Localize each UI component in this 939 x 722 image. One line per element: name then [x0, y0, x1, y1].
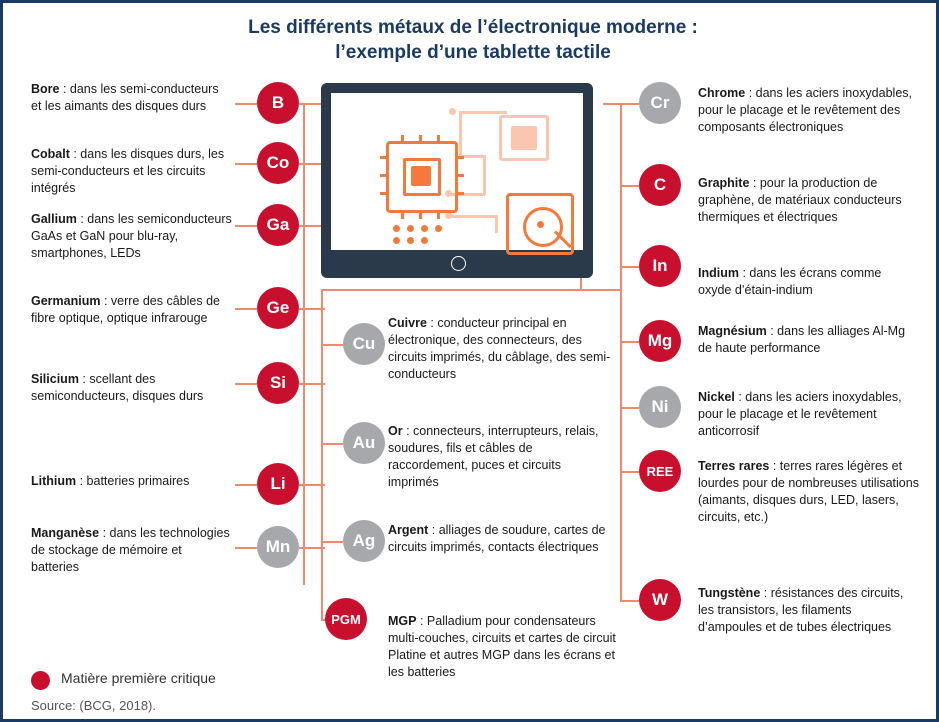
connector-spine-center [321, 289, 323, 619]
element-badge-ree[interactable] [639, 450, 681, 492]
circuit-trace [451, 215, 497, 218]
element-name: Magnésium [698, 324, 767, 338]
element-symbol: Ga [266, 215, 290, 234]
element-badge-w[interactable] [639, 579, 681, 621]
element-text: : dans les alliages Al-Mg de haute performance [698, 324, 906, 355]
integrated-circuit-icon [499, 115, 549, 161]
element-description-tungstene [698, 585, 916, 636]
element-name: Nickel [698, 390, 735, 404]
element-symbol: Ni [651, 397, 669, 416]
connector-line [235, 308, 257, 310]
connector-line [235, 103, 257, 105]
connector-line [620, 341, 639, 343]
element-description-or [388, 423, 610, 491]
circuit-node [435, 225, 442, 232]
element-symbol: W [651, 590, 669, 609]
element-description-cobalt [31, 146, 231, 197]
element-text: : conducteur principal en électronique, des connecteurs, des circuits imprimés, du câblage, des semi-conducteurs [388, 316, 611, 381]
element-description-lithium [31, 473, 236, 490]
connector-line [235, 547, 257, 549]
element-description-mgp [388, 613, 620, 681]
element-name: Graphite [698, 176, 750, 190]
chip-pin [380, 156, 389, 159]
element-symbol: In [652, 256, 668, 275]
chip-pin [380, 192, 389, 195]
source-note: Source: (BCG, 2018). [31, 698, 156, 713]
element-name: MGP [388, 614, 417, 628]
element-symbol: Mn [265, 537, 291, 556]
element-text: : dans les aciers inoxydables, pour le placage et le revêtement anticorrosif [698, 390, 902, 438]
element-text: : dans les technologies de stockage de mémoire et batteries [31, 526, 230, 574]
connector-line [620, 600, 639, 602]
connector-line [603, 103, 639, 105]
element-symbol: Cu [352, 334, 376, 353]
element-name: Cuivre [388, 316, 427, 330]
connector-line [321, 443, 343, 445]
element-name: Chrome [698, 86, 746, 100]
legend-critical-dot [31, 671, 50, 690]
element-symbol: Si [269, 373, 287, 392]
element-symbol: Au [352, 433, 376, 452]
element-description-terres-rares [698, 458, 920, 526]
circuit-node [393, 225, 400, 232]
element-text: : scellant des semiconducteurs, disques durs [31, 372, 204, 403]
chip-pin [437, 210, 440, 219]
tablet-screen [331, 93, 583, 250]
element-badge-cr[interactable] [639, 82, 681, 124]
element-text: : connecteurs, interrupteurs, relais, soudures, fils et câbles de raccordement, puces et circuits imprimés [388, 424, 599, 489]
element-badge-au[interactable] [343, 422, 385, 464]
circuit-node [407, 225, 414, 232]
element-symbol: REE [646, 463, 674, 479]
connector-line [321, 289, 621, 291]
element-badge-cu[interactable] [343, 323, 385, 365]
connector-line [235, 163, 257, 165]
element-description-nickel [698, 389, 913, 440]
connector-line [235, 225, 257, 227]
element-text: : verre des câbles de fibre optique, optique infrarouge [31, 294, 220, 325]
connector-line [620, 407, 639, 409]
circuit-trace [459, 111, 462, 157]
element-text: : dans les disques durs, les semi-conducteurs et les circuits intégrés [31, 147, 225, 195]
circuit-trace [459, 111, 507, 114]
chip-pin [419, 135, 422, 144]
hard-drive-hub [537, 221, 544, 228]
element-description-magnesium [698, 323, 916, 357]
element-text: : dans les écrans comme oxyde d’étain-indium [698, 266, 882, 297]
element-badge-pgm[interactable] [325, 598, 367, 640]
connector-line [620, 185, 639, 187]
chip-pin [455, 192, 464, 195]
element-description-argent [388, 522, 610, 556]
element-name: Silicium [31, 372, 79, 386]
chip-pin [419, 210, 422, 219]
chip-pin [380, 174, 389, 177]
element-badge-in[interactable] [639, 245, 681, 287]
element-badge-ga[interactable] [257, 204, 299, 246]
element-name: Terres rares [698, 459, 770, 473]
legend-critical-label: Matière première critique [61, 670, 216, 686]
element-badge-si[interactable] [257, 362, 299, 404]
element-symbol: Cr [650, 93, 670, 112]
element-symbol: Mg [647, 331, 673, 350]
chip-pin [401, 135, 404, 144]
element-text-secondary: Platine et autres MGP dans les écrans et les batteries [388, 648, 615, 679]
element-badge-li[interactable] [257, 463, 299, 505]
chip-pin [401, 210, 404, 219]
connector-line [620, 266, 639, 268]
element-badge-c[interactable] [639, 164, 681, 206]
tablet-home-button [451, 256, 466, 271]
element-name: Lithium [31, 474, 77, 488]
hard-drive-platter [523, 207, 563, 247]
hard-drive-icon [506, 193, 574, 255]
element-text: : pour la production de graphène, de matériaux conducteurs thermiques et électriques [698, 176, 902, 224]
page-title-line2: l’exemple d’une tablette tactile [335, 42, 611, 63]
element-symbol: B [271, 93, 285, 112]
circuit-node [421, 225, 428, 232]
element-symbol: PGM [331, 611, 361, 627]
element-description-manganese [31, 525, 231, 576]
circuit-node [449, 108, 456, 115]
circuit-trace [483, 155, 486, 195]
processor-chip-icon [386, 141, 458, 213]
element-symbol: C [653, 175, 667, 194]
connector-line [235, 383, 257, 385]
element-name: Germanium [31, 294, 101, 308]
circuit-node [407, 237, 414, 244]
element-text: : alliages de soudure, cartes de circuits imprimés, contacts électriques [388, 523, 606, 554]
element-description-chrome [698, 85, 913, 136]
circuit-node [421, 237, 428, 244]
element-description-germanium [31, 293, 236, 327]
element-description-bore [31, 81, 231, 115]
tablet-illustration [321, 83, 593, 278]
element-name: Bore [31, 82, 60, 96]
element-text: : résistances des circuits, les transistors, les filaments d’ampoules et de tubes électriques [698, 586, 904, 634]
circuit-node [445, 212, 452, 219]
connector-spine-right [620, 103, 622, 600]
processor-chip-core [411, 166, 431, 186]
element-badge-mn[interactable] [257, 526, 299, 568]
element-text: : dans les semiconducteurs GaAs et GaN pour blu-ray, smartphones, LEDs [31, 212, 232, 260]
element-description-indium [698, 265, 913, 299]
connector-line [235, 484, 257, 486]
page-title [123, 15, 823, 65]
element-symbol: Co [266, 153, 290, 172]
element-description-cuivre [388, 315, 613, 383]
chip-pin [455, 174, 464, 177]
element-name: Gallium [31, 212, 77, 226]
element-name: Tungstène [698, 586, 761, 600]
element-text: : Palladium pour condensateurs multi-couches, circuits et cartes de circuit [388, 614, 616, 645]
element-badge-ag[interactable] [343, 520, 385, 562]
element-badge-ge[interactable] [257, 287, 299, 329]
element-description-gallium [31, 211, 236, 262]
circuit-node [393, 237, 400, 244]
element-badge-b[interactable] [257, 82, 299, 124]
element-symbol: Ag [352, 531, 376, 550]
circuit-trace [495, 215, 498, 233]
element-badge-co[interactable] [257, 142, 299, 184]
connector-line [321, 344, 343, 346]
element-name: Manganèse [31, 526, 100, 540]
page-title-line1: Les différents métaux de l’électronique moderne : [248, 17, 698, 38]
element-symbol: Li [270, 474, 286, 493]
element-description-graphite [698, 175, 916, 226]
element-text: : terres rares légères et lourdes pour de nombreuses utilisations (aimants, disques durs, LED, lasers, circuits, etc.) [698, 459, 919, 524]
element-text: : dans les aciers inoxydables, pour le placage et le revêtement des composants électroniques [698, 86, 912, 134]
integrated-circuit-core [511, 126, 537, 150]
element-symbol: Ge [266, 298, 290, 317]
element-description-silicium [31, 371, 231, 405]
connector-line [321, 541, 343, 543]
element-name: Or [388, 424, 403, 438]
connector-spine-left [303, 103, 305, 585]
element-name: Cobalt [31, 147, 70, 161]
chip-pin [437, 135, 440, 144]
element-name: Argent [388, 523, 429, 537]
connector-line [620, 471, 639, 473]
element-name: Indium [698, 266, 739, 280]
element-text: : batteries primaires [76, 474, 190, 488]
chip-pin [455, 156, 464, 159]
element-badge-ni[interactable] [639, 386, 681, 428]
element-badge-mg[interactable] [639, 320, 681, 362]
element-text: : dans les semi-conducteurs et les aimants des disques durs [31, 82, 219, 113]
